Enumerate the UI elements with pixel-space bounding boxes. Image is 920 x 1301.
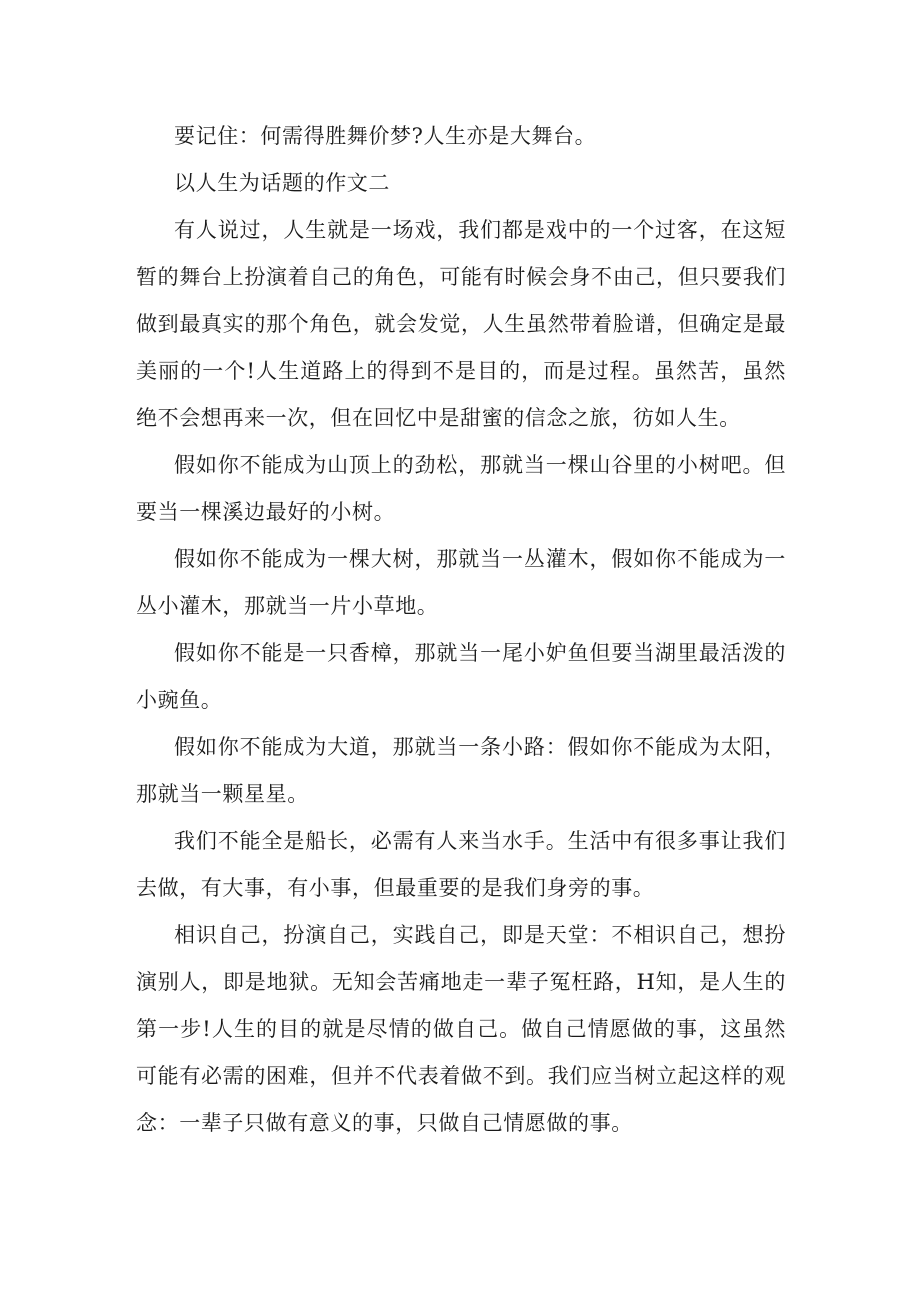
document-body (136, 113, 786, 1147)
paragraph-3: 有人说过，人生就是一场戏，我们都是戏中的一个过客，在这短暂的舞台上扮演着自己的角色，可能有时候会身不由己，但只要我们做到最真实的那个角色，就会发觉，人生虽然带着脸谱，但确定是最美丽的一个!人生道路上的得到不是目的，而是过程。虽然苦，虽然绝不会想再来一次，但在回忆中是甜蜜的信念之旅，彷如人生。 (136, 218, 786, 430)
paragraph-6: 假如你不能是一只香樟，那就当一尾小妒鱼但要当湖里最活泼的小豌鱼。 (136, 641, 786, 712)
paragraph-1: 要记住：何需得胜舞价梦?人生亦是大舞台。 (174, 124, 597, 148)
paragraph-8: 我们不能全是船长，必需有人来当水手。生活中有很多事让我们去做，有大事，有小事，但最重要的是我们身旁的事。 (136, 829, 786, 900)
paragraph-7: 假如你不能成为大道，那就当一条小路：假如你不能成为太阳，那就当一颗星星。 (136, 735, 786, 806)
section-heading: 以人生为话题的作文二 (174, 171, 390, 195)
paragraph-4: 假如你不能成为山顶上的劲松，那就当一棵山谷里的小树吧。但要当一棵溪边最好的小树。 (136, 453, 786, 524)
paragraph-9: 相识自己，扮演自己，实践自己，即是天堂：不相识自己，想扮演别人，即是地狱。无知会苦痛地走一辈子冤枉路，H知，是人生的第一步!人生的目的就是尽情的做自己。做自己情愿做的事，这虽然可能有必需的困难，但并不代表着做不到。我们应当树立起这样的观念：一辈子只做有意义的事，只做自己情愿做的事。 (136, 923, 786, 1135)
paragraph-5: 假如你不能成为一棵大树，那就当一丛灌木，假如你不能成为一丛小灌木，那就当一片小草地。 (136, 547, 786, 618)
